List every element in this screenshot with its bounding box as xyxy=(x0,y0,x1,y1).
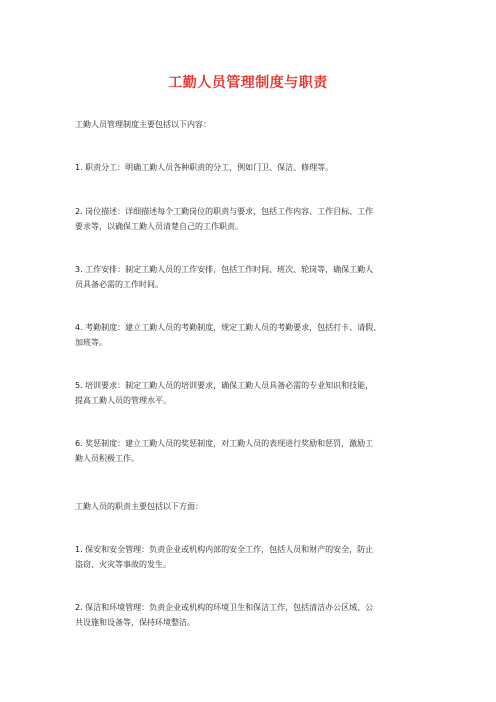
text-line: 勤人员积极工作。 xyxy=(75,454,139,463)
text-line: 共设施和设备等，保持环境整洁。 xyxy=(75,618,195,627)
intro-paragraph xyxy=(75,117,435,132)
document-title: 工勤人员管理制度与职责 xyxy=(168,75,328,91)
item-work-schedule xyxy=(75,262,435,292)
text-line: 2. 保洁和环境管理：负责企业或机构的环境卫生和保洁工作，包括清洁办公区域、公 xyxy=(75,603,374,612)
item-attendance xyxy=(75,320,435,350)
text-line: 工勤人员的职责主要包括以下方面： xyxy=(75,502,203,511)
duty-security xyxy=(75,542,435,572)
text-line: 3. 工作安排：制定工勤人员的工作安排，包括工作时间、班次、轮岗等，确保工勤人 xyxy=(75,265,374,274)
text-line: 加班等。 xyxy=(75,338,107,347)
text-line: 工勤人员管理制度主要包括以下内容： xyxy=(75,120,211,129)
item-duty-division xyxy=(75,160,435,175)
item-job-description xyxy=(75,204,435,234)
text-line: 2. 岗位描述：详细描述每个工勤岗位的职责与要求，包括工作内容、工作目标、工作 xyxy=(75,207,374,216)
item-rewards-penalties xyxy=(75,436,435,466)
text-line: 1. 职责分工：明确工勤人员各种职责的分工，例如门卫、保洁、修理等。 xyxy=(75,163,334,172)
duty-cleaning xyxy=(75,600,435,630)
text-line: 员具备必需的工作时间。 xyxy=(75,280,163,289)
item-training xyxy=(75,378,435,408)
text-line: 5. 培训要求：制定工勤人员的培训要求，确保工勤人员具备必需的专业知识和技能， xyxy=(75,381,374,390)
text-line: 提高工勤人员的管理水平。 xyxy=(75,396,171,405)
text-line: 6. 奖惩制度：建立工勤人员的奖惩制度，对工勤人员的表现进行奖励和惩罚，激励工 xyxy=(75,439,374,448)
text-line: 盗窃、火灾等事故的发生。 xyxy=(75,560,171,569)
text-line: 要求等，以确保工勤人员清楚自己的工作职责。 xyxy=(75,222,243,231)
text-line: 1. 保安和安全管理：负责企业或机构内部的安全工作，包括人员和财产的安全，防止 xyxy=(75,545,374,554)
text-line: 4. 考勤制度：建立工勤人员的考勤制度，规定工勤人员的考勤要求，包括打卡、请假、 xyxy=(75,323,382,332)
duties-intro-paragraph xyxy=(75,499,435,514)
